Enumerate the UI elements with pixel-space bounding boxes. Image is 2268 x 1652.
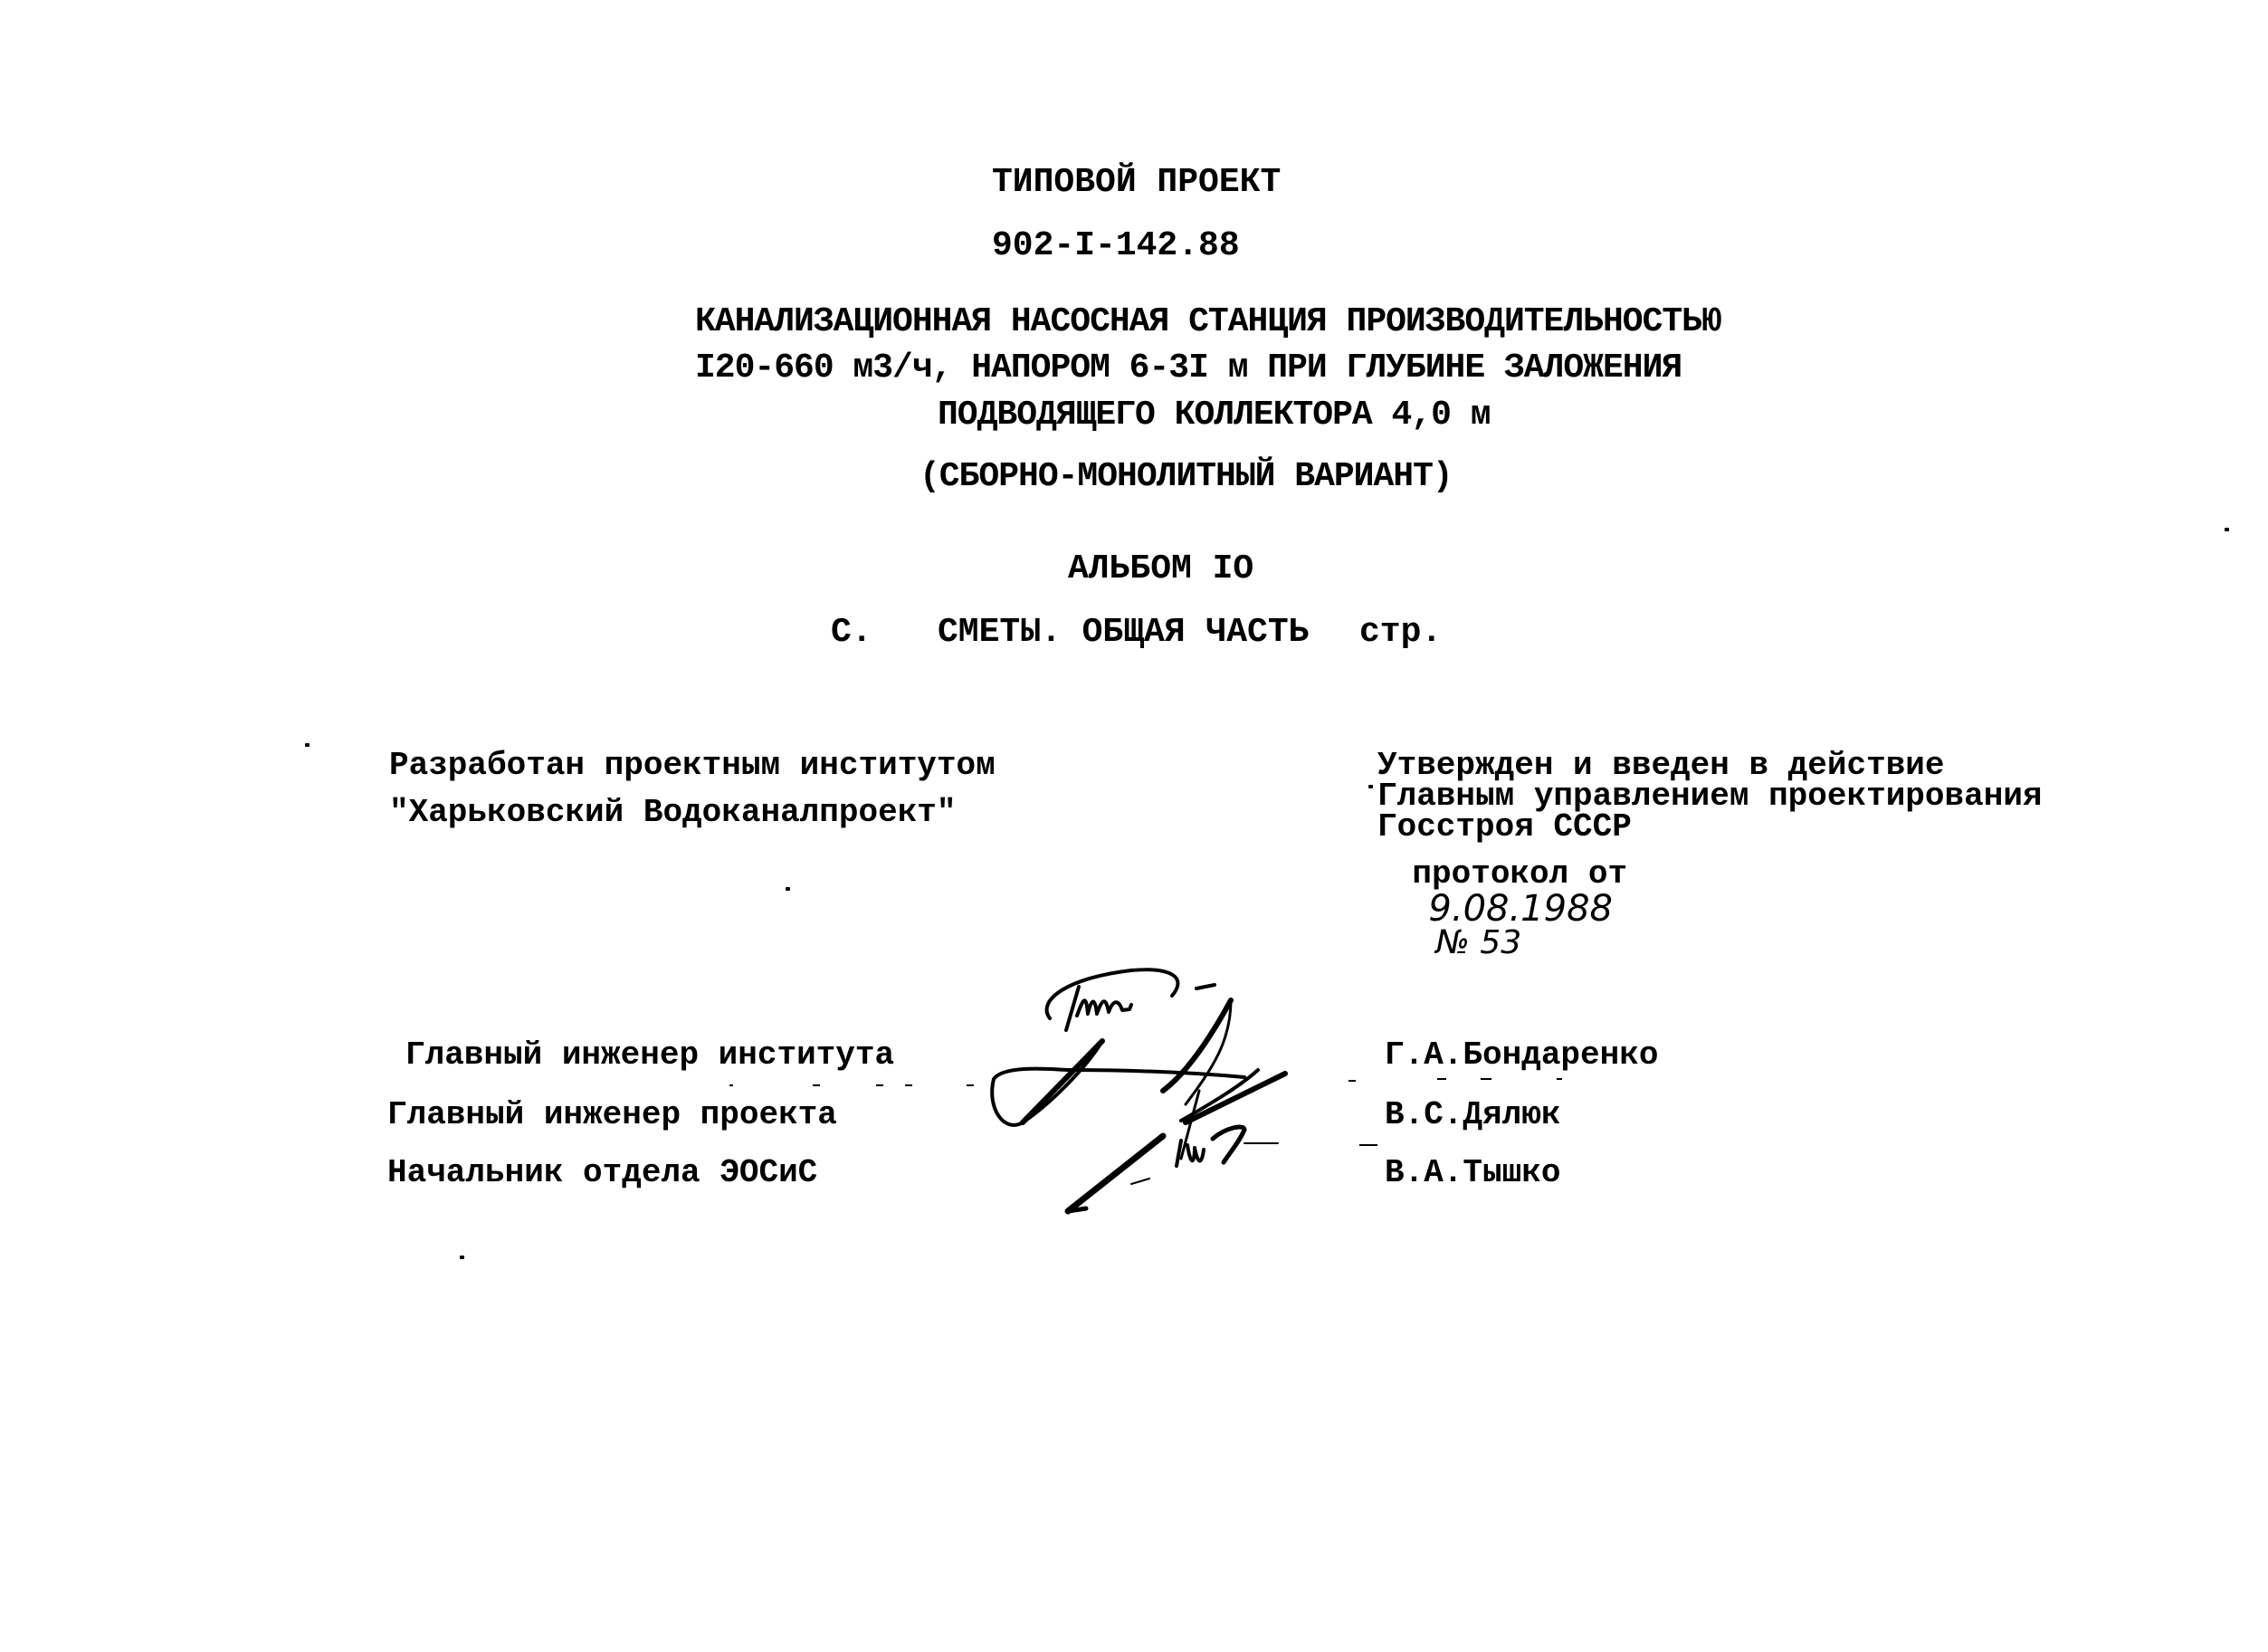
signatory-role-1: Главный инженер института <box>405 1036 895 1074</box>
protocol-number: № 53 <box>1435 924 1522 961</box>
signatory-name-1: Г.А.Бондаренко <box>1385 1036 1659 1074</box>
leader-dash <box>1437 1078 1446 1080</box>
signatory-role-3: Начальник отдела ЭОСиС <box>387 1154 818 1191</box>
project-type: ТИПОВОЙ ПРОЕКТ <box>992 163 1282 202</box>
scan-speck <box>305 743 310 747</box>
album-label: АЛЬБОМ IO <box>1068 549 1254 588</box>
signatory-name-2: В.С.Дялюк <box>1385 1096 1561 1133</box>
leader-dash <box>1481 1078 1491 1080</box>
title-line-2: I20-660 м3/ч, НАПОРОМ 6-3I м ПРИ ГЛУБИНЕ ЗАЛОЖЕНИЯ <box>695 349 1682 387</box>
signature-icon <box>950 960 1403 1249</box>
scan-speck <box>460 1256 464 1259</box>
project-number: 902-I-142.88 <box>992 226 1240 265</box>
title-variant: (СБОРНО-МОНОЛИТНЫЙ ВАРИАНТ) <box>920 457 1453 496</box>
protocol-line <box>1377 842 1627 976</box>
scan-speck <box>2225 528 2229 531</box>
approval-line-1: Утвержден и введен в действие <box>1377 747 1945 784</box>
protocol-date: 9.08.1988 <box>1428 888 1613 930</box>
developer-line-1: Разработан проектным институтом <box>389 747 996 784</box>
leader-dash <box>1557 1078 1562 1080</box>
section-letter: С. <box>831 613 872 652</box>
title-line-1: КАНАЛИЗАЦИОННАЯ НАСОСНАЯ СТАНЦИЯ ПРОИЗВОДИТЕЛЬНОСТЬЮ <box>695 302 1721 341</box>
signatory-name-3: В.А.Тышко <box>1385 1154 1561 1191</box>
developer-line-2: "Харьковский Водоканалпроект" <box>389 794 957 831</box>
leader-dash <box>813 1084 820 1086</box>
section-title: СМЕТЫ. ОБЩАЯ ЧАСТЬ <box>938 613 1310 652</box>
title-line-3: ПОДВОДЯЩЕГО КОЛЛЕКТОРА 4,0 м <box>938 396 1491 434</box>
signatory-role-2: Главный инженер проекта <box>387 1096 837 1133</box>
leader-dash <box>876 1084 883 1086</box>
scan-speck <box>786 887 790 891</box>
page-label: стр. <box>1359 613 1443 652</box>
leader-dash <box>905 1084 912 1086</box>
approval-line-2: Главным управлением проектирования <box>1377 778 2043 815</box>
leader-dash <box>729 1084 733 1086</box>
scan-speck <box>1368 785 1373 788</box>
approval-line-3: Госстроя СССР <box>1377 808 1632 845</box>
protocol-prefix: протокол от <box>1412 855 1628 893</box>
